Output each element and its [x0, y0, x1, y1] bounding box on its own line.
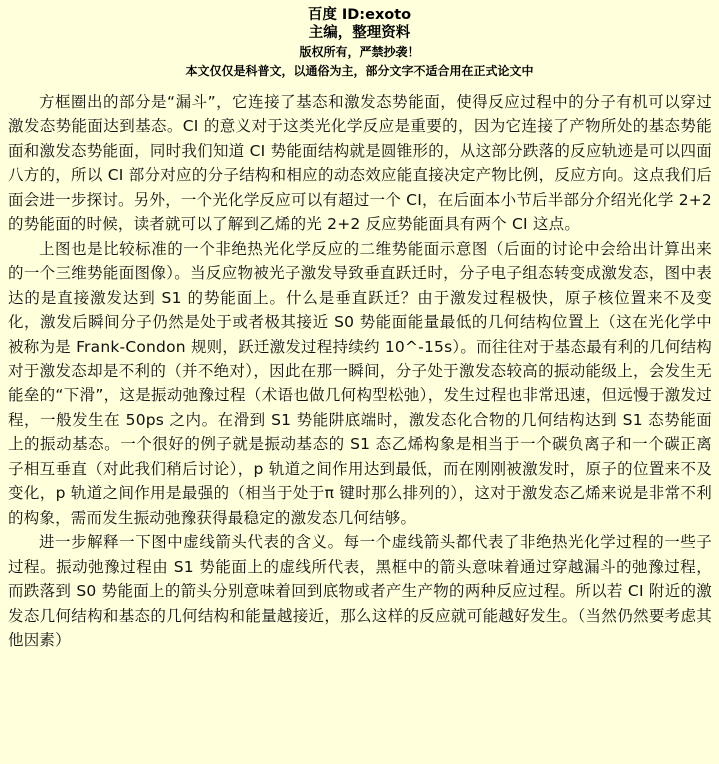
paragraph-funnel-ci: 方框圈出的部分是“漏斗”，它连接了基态和激发态势能面，使得反应过程中的分子有机可以穿过激发态势能面达到基态。CI 的意义对于这类光化学反应是重要的，因为它连接了产物所处的基态势能面和激发态势能面，同时我们知道 CI 势能面结构就是圆锥形的，从这部分跌落的反应轨迹是可以四面八方的，所以 CI 部分对应的分子结构和相应的动态效应能直接决定产物比例，反应方向。这点我们后面会进一步探讨。另外，一个光化学反应可以有超过一个 CI，在后面本小节后半部分介绍光化学 2+2 的势能面的时候，读者就可以了解到乙烯的光 2+2 反应势能面具有两个 CI 这点。	[8, 93, 712, 234]
copyright-notice: 版权所有，严禁抄袭！	[299, 45, 420, 59]
disclaimer-notice: 本文仅仅是科普文，以通俗为主，部分文字不适合用在正式论文中	[185, 64, 534, 78]
editor-line: 主编，整理资料	[308, 25, 411, 41]
author-id-line: 百度 ID:exoto	[307, 7, 412, 23]
paragraph-potential-surface: 上图也是比较标准的一个非绝热光化学反应的二维势能面示意图（后面的讨论中会给出计算出来的一个三维势能面图像）。当反应物被光子激发导致垂直跃迁时，分子电子组态转变成激发态，图中表达的是直接激发达到 S1 的势能面上。什么是垂直跃迁？由于激发过程极快，原子核位置来不及变化，激发后瞬间分子仍然是处于或者极其接近 S0 势能面能量最低的几何结构位置上（这在光化学中被称为是 Frank-Condon 规则，跃迁激发过程持续约 10^-15s）。而往往对于基态最有利的几何结构对于激发态却是不利的（并不绝对），因此在那一瞬间，分子处于激发态较高的振动能级上，会发生无能垒的“下滑”，这是振动弛豫过程（术语也做几何构型松弛），发生过程也非常迅速，但远慢于激发过程，一般发生在 50ps 之内。在滑到 S1 势能阱底端时，激发态化合物的几何结构达到 S1 态势能面上的振动基态。一个很好的例子就是振动基态的 S1 态乙烯构象是相当于一个碳负离子和一个碳正离子相互垂直（对此我们稍后讨论），p 轨道之间作用达到最低，而在刚刚被激发时，原子的位置来不及变化，p 轨道之间作用是最强的（相当于处于π 键时那么排列的），这对于激发态乙烯来说是非常不利的构象，需而发生振动弛豫获得最稳定的激发态几何结够。	[8, 239, 712, 527]
paragraph-dashed-arrows: 进一步解释一下图中虚线箭头代表的含义。每一个虚线箭头都代表了非绝热光化学过程的一些子过程。振动弛豫过程由 S1 势能面上的虚线所代表，黑框中的箭头意味着通过穿越漏斗的弛豫过程，而跌落到 S0 势能面上的箭头分别意味着回到底物或者产生产物的两种反应过程。所以若 CI 附近的激发态几何结构和基态的几何结构和能量越接近，那么这样的反应就可能越好发生。（当然仍然要考虑其他因素）	[8, 533, 712, 649]
document-header	[0, 6, 719, 81]
article-body	[8, 90, 712, 652]
